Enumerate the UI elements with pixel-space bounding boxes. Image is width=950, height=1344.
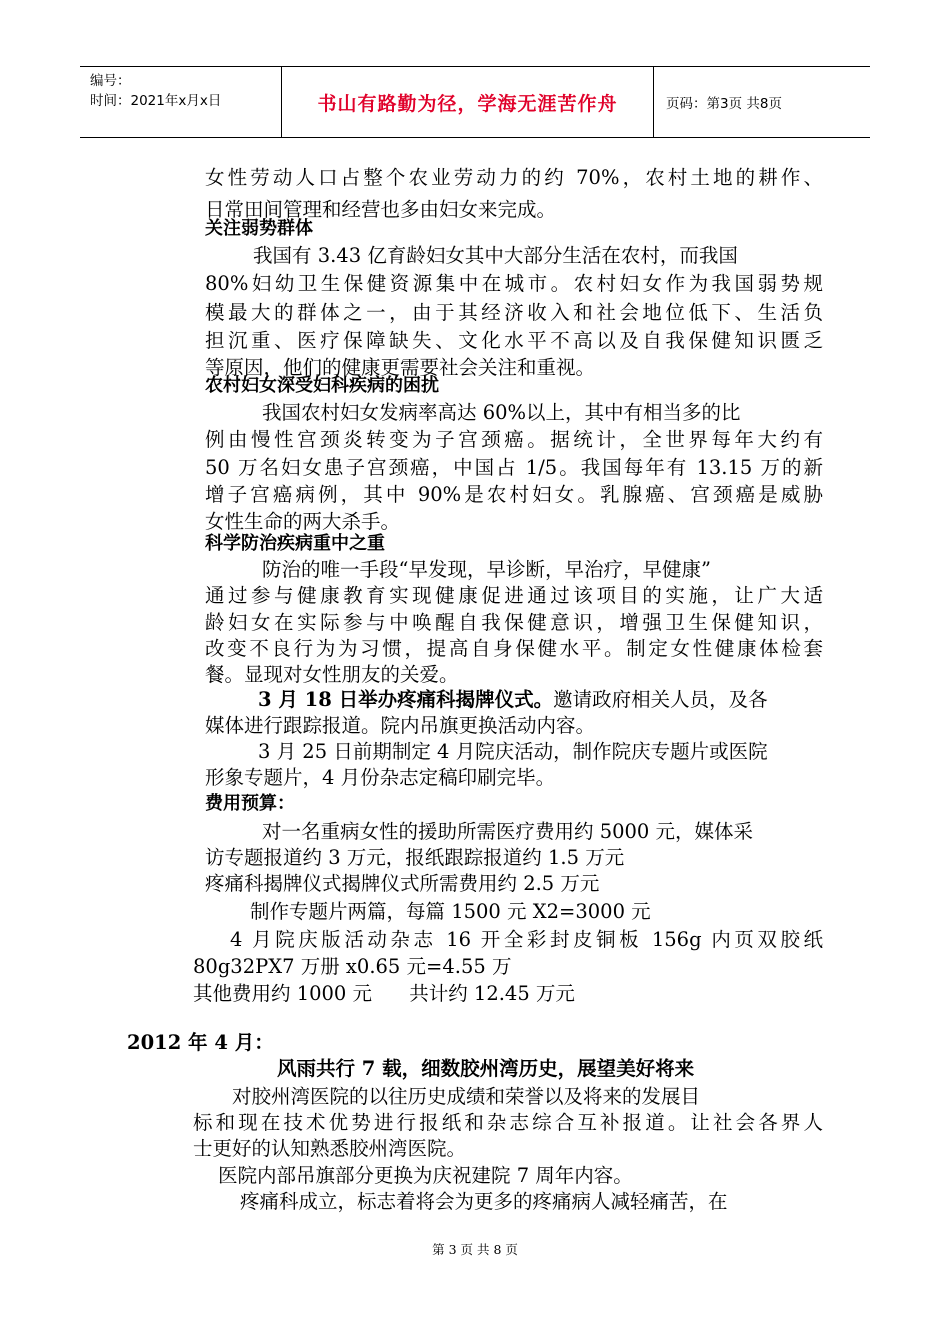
- section-heading: 费用预算：: [205, 793, 295, 814]
- body-line: 餐。显现对女性朋友的关爱。: [205, 663, 459, 686]
- body-line: 医院内部吊旗部分更换为庆祝建院 7 周年内容。: [218, 1164, 633, 1187]
- date-label: 时间：2021年x月x日: [90, 93, 222, 109]
- body-line: 等原因，他们的健康更需要社会关注和重视。: [205, 356, 596, 379]
- body-line: 女性生命的两大杀手。: [205, 510, 401, 533]
- body-line: 通过参与健康教育实现健康促进通过该项目的实施，让广大适: [205, 584, 823, 607]
- body-line: 我国农村妇女发病率高达 60%以上，其中有相当多的比: [262, 401, 741, 424]
- page-indicator: 页码：第3页 共8页: [666, 96, 782, 112]
- body-line: 疼痛科揭牌仪式揭牌仪式所需费用约 2.5 万元: [205, 872, 600, 895]
- page-header: [80, 66, 870, 138]
- body-line: 标和现在技术优势进行报纸和杂志综合互补报道。让社会各界人: [193, 1111, 823, 1134]
- body-line: 50 万名妇女患子宫颈癌，中国占 1/5。我国每年有 13.15 万的新: [205, 456, 823, 479]
- number-label: 编号：: [90, 73, 131, 89]
- body-line: 访专题报道约 3 万元，报纸跟踪报道约 1.5 万元: [205, 846, 625, 869]
- body-line: 士更好的认知熟悉胶州湾医院。: [193, 1137, 467, 1160]
- section-heading: 2012 年 4 月：: [127, 1031, 274, 1054]
- body-line: 4 月院庆版活动杂志 16 开全彩封皮铜板 156g 内页双胶纸: [230, 928, 823, 951]
- body-line: 改变不良行为为习惯，提高自身保健水平。制定女性健康体检套: [205, 637, 823, 660]
- page-footer: 第 3 页 共 8 页: [432, 1242, 518, 1257]
- section-heading: 科学防治疾病重中之重: [205, 533, 385, 554]
- section-heading: 关注弱势群体: [205, 218, 313, 239]
- body-line: 日常田间管理和经营也多由妇女来完成。: [205, 198, 557, 221]
- body-line: 形象专题片，4 月份杂志定稿印刷完毕。: [205, 766, 556, 789]
- body-line: 80%妇幼卫生保健资源集中在城市。农村妇女作为我国弱势规: [205, 272, 823, 295]
- body-line: 增子宫癌病例，其中 90%是农村妇女。乳腺癌、宫颈癌是威胁: [205, 483, 823, 506]
- body-line: 80g32PX7 万册 x0.65 元=4.55 万: [193, 955, 512, 978]
- event-highlight: 3 月 18 日举办疼痛科揭牌仪式。: [258, 688, 554, 711]
- body-line: 对一名重病女性的援助所需医疗费用约 5000 元，媒体采: [262, 820, 754, 843]
- body-line: 其他费用约 1000 元 共计约 12.45 万元: [193, 982, 575, 1005]
- body-line: 模最大的群体之一，由于其经济收入和社会地位低下、生活负: [205, 301, 823, 324]
- event-detail: 邀请政府相关人员，及各: [553, 688, 768, 711]
- header-meta: [80, 67, 282, 137]
- body-line: 制作专题片两篇，每篇 1500 元 X2=3000 元: [250, 900, 651, 923]
- body-line: 对胶州湾医院的以往历史成绩和荣誉以及将来的发展目: [232, 1085, 701, 1108]
- section-heading: 农村妇女深受妇科疾病的困扰: [205, 375, 439, 396]
- body-line: 担沉重、医疗保障缺失、文化水平不高以及自我保健知识匮乏: [205, 329, 823, 352]
- body-line: 例由慢性宫颈炎转变为子宫颈癌。据统计，全世界每年大约有: [205, 428, 823, 451]
- body-line: 防治的唯一手段“早发现，早诊断，早治疗，早健康”: [262, 558, 711, 581]
- section-subtitle: 风雨共行 7 载，细数胶州湾历史，展望美好将来: [277, 1057, 695, 1080]
- body-line: 女性劳动人口占整个农业劳动力的约 70%，农村土地的耕作、: [205, 166, 823, 189]
- body-line: 3 月 25 日前期制定 4 月院庆活动，制作院庆专题片或医院: [258, 740, 768, 763]
- body-line: 龄妇女在实际参与中唤醒自我保健意识，增强卫生保健知识，: [205, 611, 823, 634]
- body-line: 疼痛科成立，标志着将会为更多的疼痛病人减轻痛苦，在: [240, 1190, 728, 1213]
- header-motto: 书山有路勤为径，学海无涯苦作舟: [282, 67, 654, 137]
- body-line: 媒体进行跟踪报道。院内吊旗更换活动内容。: [205, 714, 596, 737]
- body-line: 我国有 3.43 亿育龄妇女其中大部分生活在农村，而我国: [253, 244, 738, 267]
